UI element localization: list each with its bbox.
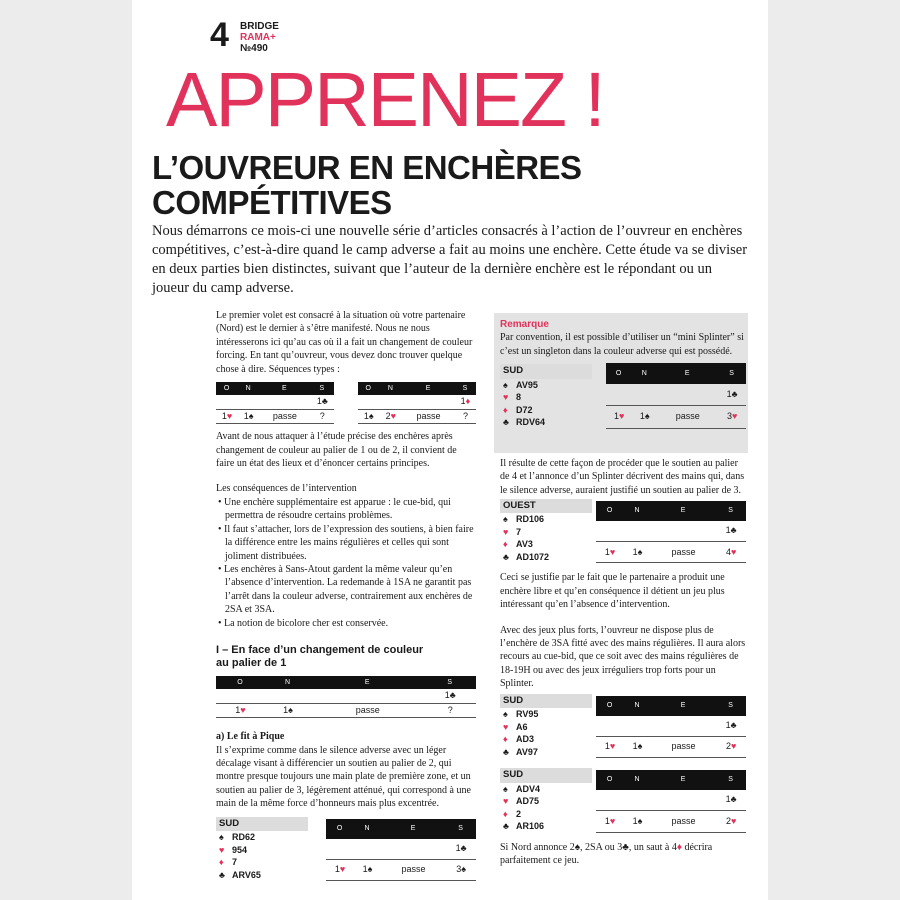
seq-header-cell: O	[606, 363, 632, 384]
diamonds-icon: ♦	[503, 539, 508, 550]
seq-header-cell: S	[424, 676, 476, 689]
diamonds-icon: ♦	[503, 734, 508, 745]
hearts-icon: ♥	[503, 721, 509, 732]
bidding-sequence-e	[606, 363, 746, 429]
bid-cell: 4♥	[716, 542, 746, 563]
bid-cell	[651, 716, 716, 737]
hearts-icon: ♥	[219, 844, 225, 855]
hearts-icon: ♥	[503, 392, 509, 403]
hearts-icon: ♥	[503, 526, 509, 537]
hand-cards: 954	[232, 844, 248, 855]
seq-header-cell: S	[718, 363, 746, 384]
bid-cell	[326, 839, 354, 860]
left-column	[216, 309, 476, 881]
example-5	[500, 768, 746, 833]
hand-label: OUEST	[500, 499, 592, 514]
subtitle-line2: COMPÉTITIVES	[152, 184, 392, 221]
bid-cell: passe	[402, 409, 455, 423]
bid-cell	[596, 521, 624, 542]
paragraph-4: Il s’exprime comme dans le silence adverse avec un léger décalage visant à différencier un soutien au palier de 2, qui montre presque toujours une main plate de première zone, et un soutien au palier de 3, légèrement atténué, qui correspond à une main de la même force d’honneurs mais plus excentrée.	[216, 744, 471, 810]
section-heading-line1: I – En face d’un changement de couleur	[216, 643, 424, 656]
bidding-sequence-f	[596, 501, 746, 564]
hand-cards: 8	[516, 392, 522, 403]
page-number: 4	[210, 16, 229, 54]
hand-suit-spades	[500, 379, 592, 392]
bid-cell: 2♥	[716, 811, 746, 832]
seq-header-cell: E	[402, 382, 455, 395]
bid-cell: 1♣	[716, 790, 746, 811]
bid-cell: 1♣	[446, 839, 476, 860]
hand-suit-spades	[500, 783, 592, 796]
bid-cell	[238, 395, 259, 409]
spades-icon: ♠	[503, 379, 508, 390]
bid-cell	[259, 395, 310, 409]
seq-header-cell: N	[624, 696, 651, 716]
bid-cell: 1♠	[358, 409, 379, 423]
seq-header-cell: N	[265, 676, 311, 689]
spades-icon: ♠	[219, 832, 224, 843]
hand-cards: AD75	[516, 796, 540, 807]
page-title: APPRENEZ !	[166, 57, 604, 143]
bid-cell	[381, 839, 446, 860]
seq-header-cell: E	[651, 501, 716, 521]
seq-header-cell: E	[651, 770, 716, 790]
hand-suit-diamonds	[500, 404, 592, 417]
list-item: • Il faut s’attacher, lors de l’expression des soutiens, à bien faire la différence entre les mains régulières et celles qui sont joliment distribuées.	[218, 523, 474, 562]
bid-cell: 1♥	[596, 811, 624, 832]
example-1	[216, 817, 476, 882]
hand-cards: A6	[516, 721, 528, 732]
clubs-icon: ♣	[503, 821, 509, 832]
bid-cell: passe	[657, 406, 718, 428]
bid-cell	[216, 395, 238, 409]
bid-cell: 1♥	[606, 406, 632, 428]
bid-cell	[651, 521, 716, 542]
seq-header-cell: S	[716, 501, 746, 521]
diamonds-icon: ♦	[219, 857, 224, 868]
bid-cell: 1♣	[718, 384, 746, 406]
seq-header-cell: O	[596, 696, 624, 716]
bid-cell: 1♣	[311, 395, 334, 409]
bid-cell: 1♠	[624, 811, 651, 832]
bid-cell: ?	[311, 409, 334, 423]
seq-header-cell: E	[657, 363, 718, 384]
bid-cell: 1♠	[265, 703, 311, 717]
spades-icon: ♠	[503, 709, 508, 720]
hand-cards: AV95	[516, 379, 538, 390]
seq-header-cell: O	[596, 770, 624, 790]
seq-header-cell: O	[216, 676, 265, 689]
hand-cards: AD3	[516, 734, 535, 745]
hand-cards: AD1072	[516, 551, 550, 562]
bid-cell	[624, 790, 651, 811]
hand-cards: RDV64	[516, 417, 546, 428]
hand-sud-5	[500, 768, 592, 833]
seq-header-cell: N	[632, 363, 657, 384]
seq-header-cell: O	[596, 501, 624, 521]
seq-header-cell: O	[326, 819, 354, 839]
bid-cell: 1♥	[216, 703, 265, 717]
bid-cell	[632, 384, 657, 406]
seq-header-cell: S	[716, 696, 746, 716]
seq-header-cell: N	[238, 382, 259, 395]
subsection-title: a) Le fit à Pique	[216, 731, 285, 743]
bid-cell: 1♥	[596, 542, 624, 563]
seq-header-cell: S	[455, 382, 476, 395]
hand-label: SUD	[500, 768, 592, 783]
bid-cell: 1♥	[326, 859, 354, 880]
hand-suit-clubs	[500, 746, 592, 759]
bid-cell: 2♥	[716, 736, 746, 757]
bid-cell: 1♠	[632, 406, 657, 428]
hand-suit-hearts	[216, 844, 308, 857]
bid-cell: 1♣	[716, 716, 746, 737]
sequence-pair	[216, 382, 476, 424]
bid-cell: passe	[311, 703, 424, 717]
bid-cell	[596, 790, 624, 811]
bid-cell: 3♠	[446, 859, 476, 880]
hand-cards: RV95	[516, 709, 539, 720]
bid-cell: passe	[651, 811, 716, 832]
hand-sud-1	[216, 817, 308, 882]
right-column	[500, 318, 746, 880]
hand-suit-hearts	[500, 526, 592, 539]
bidding-sequence-c	[216, 676, 476, 718]
hand-suit-hearts	[500, 795, 592, 808]
bid-cell	[624, 521, 651, 542]
clubs-icon: ♣	[503, 746, 509, 757]
bid-cell: passe	[259, 409, 310, 423]
hand-suit-diamonds	[500, 733, 592, 746]
seq-header-cell: N	[624, 501, 651, 521]
paragraph-2: Avant de nous attaquer à l’étude précise des enchères après changement de couleur au palier de 1 ou de 2, il convient de faire un état des lieux et d’énoncer certains principes.	[216, 431, 457, 470]
bid-cell	[358, 395, 379, 409]
example-3	[500, 499, 746, 564]
bid-cell	[216, 689, 265, 703]
hand-cards: 2	[516, 808, 522, 819]
bid-cell	[657, 384, 718, 406]
remarque-title: Remarque	[500, 319, 549, 330]
bid-cell: 1♣	[424, 689, 476, 703]
seq-header-cell: S	[311, 382, 334, 395]
paragraph-1: Le premier volet est consacré à la situation où votre partenaire (Nord) est le dernier à s’être manifesté. Nous ne nous intéresserons ici qu’au cas où il a fait un changement de couleur forcing. En tant qu’ouvreur, vous devez donc trouver quelque chose à dire. Séquences types :	[216, 310, 473, 375]
diamonds-icon: ♦	[503, 808, 508, 819]
hand-ouest	[500, 499, 592, 564]
bid-cell: passe	[651, 736, 716, 757]
bid-cell: 1♥	[596, 736, 624, 757]
bid-cell	[606, 384, 632, 406]
bid-cell: passe	[381, 859, 446, 880]
paragraph-8: Si Nord annonce 2♠, 2SA ou 3♣, un saut à 4♦ décrira parfaitement ce jeu.	[500, 841, 713, 867]
seq-header-cell: E	[259, 382, 310, 395]
section-heading-line2: au palier de 1	[216, 656, 287, 669]
bid-cell	[311, 689, 424, 703]
paragraph-7: Avec des jeux plus forts, l’ouvreur ne dispose plus de l’enchère de 3SA fitté avec des mains régulières. Il aura alors recours au cue-bid, que ce soit avec des mains régulières de 18-19H ou avec des jeux irréguliers trop forts pour un Splinter.	[500, 624, 746, 690]
list-item: • La notion de bicolore cher est conservée.	[218, 617, 389, 629]
bid-cell: 1♠	[624, 542, 651, 563]
example-4	[500, 694, 746, 759]
clubs-icon: ♣	[219, 869, 225, 880]
bid-cell: 1♠	[624, 736, 651, 757]
seq-header-cell: N	[379, 382, 402, 395]
spades-icon: ♠	[503, 514, 508, 525]
hand-suit-diamonds	[216, 856, 308, 869]
bid-cell: 1♦	[455, 395, 476, 409]
clubs-icon: ♣	[503, 551, 509, 562]
seq-header-cell: E	[311, 676, 424, 689]
bid-cell: passe	[651, 542, 716, 563]
hand-sud-2	[500, 364, 592, 429]
bidding-sequence-h	[596, 770, 746, 833]
bid-cell	[265, 689, 311, 703]
hand-suit-clubs	[500, 416, 592, 429]
bid-cell	[596, 716, 624, 737]
hand-cards: ARV65	[232, 869, 261, 880]
section-heading	[216, 644, 476, 670]
bidding-sequence-b	[358, 382, 476, 424]
hand-label: SUD	[500, 694, 592, 709]
diamonds-icon: ♦	[503, 404, 508, 415]
bidding-sequence-g	[596, 696, 746, 759]
paragraph-5: Il résulte de cette façon de procéder que le soutien au palier de 4 et l’annonce d’un Splinter décrivent des mains qui, dans le silence adverse, auraient justifié un soutien au palier de 3.	[500, 457, 745, 496]
hand-cards: 7	[232, 857, 238, 868]
example-2	[500, 364, 746, 429]
hand-label: SUD	[500, 364, 592, 379]
hand-suit-hearts	[500, 721, 592, 734]
hand-suit-diamonds	[500, 808, 592, 821]
hand-cards: D72	[516, 404, 533, 415]
hearts-icon: ♥	[503, 796, 509, 807]
bid-cell: 1♣	[716, 521, 746, 542]
hand-label: SUD	[216, 817, 308, 832]
consequences-list	[216, 496, 476, 630]
hand-suit-clubs	[500, 551, 592, 564]
bid-cell	[402, 395, 455, 409]
hand-cards: AR106	[516, 821, 545, 832]
bid-cell: 1♠	[238, 409, 259, 423]
seq-header-cell: O	[216, 382, 238, 395]
article-subtitle	[152, 150, 582, 220]
hand-suit-diamonds	[500, 538, 592, 551]
seq-header-cell: N	[624, 770, 651, 790]
seq-header-cell: E	[381, 819, 446, 839]
bid-cell	[379, 395, 402, 409]
hand-cards: AV97	[516, 746, 538, 757]
bid-cell	[624, 716, 651, 737]
remarque-text: Par convention, il est possible d’utiliser un “mini Splinter” si c’est un singleton dans la couleur adverse qui est possédé.	[500, 332, 744, 357]
bid-cell: 3♥	[718, 406, 746, 428]
hand-suit-hearts	[500, 391, 592, 404]
bid-cell: 1♥	[216, 409, 238, 423]
seq-header-cell: S	[716, 770, 746, 790]
brand-line1: BRIDGE	[240, 21, 279, 32]
hand-cards: RD106	[516, 514, 545, 525]
seq-header-cell: N	[354, 819, 381, 839]
brand-line2: RAMA+	[240, 32, 276, 43]
hand-sud-4	[500, 694, 592, 759]
subtitle-line1: L’OUVREUR EN ENCHÈRES	[152, 149, 582, 186]
seq-header-cell: E	[651, 696, 716, 716]
list-item: • Une enchère supplémentaire est apparue : le cue-bid, qui permettra de résoudre certains problèmes.	[218, 496, 451, 522]
hand-cards: RD62	[232, 832, 256, 843]
spades-icon: ♠	[503, 783, 508, 794]
bid-cell: 1♠	[354, 859, 381, 880]
magazine-page	[132, 0, 768, 900]
brand-logo	[240, 21, 279, 54]
clubs-icon: ♣	[503, 417, 509, 428]
bid-cell	[354, 839, 381, 860]
hand-suit-clubs	[500, 820, 592, 833]
bid-cell: ?	[424, 703, 476, 717]
bidding-sequence-a	[216, 382, 334, 424]
hand-suit-spades	[216, 831, 308, 844]
bid-cell: ?	[455, 409, 476, 423]
hand-suit-spades	[500, 708, 592, 721]
intro-paragraph: Nous démarrons ce mois-ci une nouvelle série d’articles consacrés à l’action de l’ouvreur en enchères compétitives, c’est-à-dire quand le camp adverse a fait au moins une enchère. Cette étude va se diviser en deux parties bien distinctes, suivant que l’auteur de la dernière enchère est le répondant ou un joueur du camp adverse.	[152, 223, 748, 296]
hand-cards: AV3	[516, 539, 533, 550]
hand-suit-spades	[500, 513, 592, 526]
hand-cards: 7	[516, 526, 522, 537]
list-item: • Les enchères à Sans-Atout gardent la même valeur qu’en l’absence d’intervention. La redemande à 1SA ne garantit pas l’arrêt dans la couleur adverse, contrairement aux enchères de 2SA et 3SA.	[218, 563, 473, 616]
hand-cards: ADV4	[516, 783, 541, 794]
seq-header-cell: S	[446, 819, 476, 839]
bid-cell	[651, 790, 716, 811]
paragraph-6: Ceci se justifie par le fait que le partenaire a produit une enchère libre et qu’en conséquence il détient un jeu plus intéressant qu’en l’absence d’intervention.	[500, 572, 725, 611]
bid-cell: 2♥	[379, 409, 402, 423]
seq-header-cell: O	[358, 382, 379, 395]
issue-number: №490	[240, 43, 268, 54]
bidding-sequence-d	[326, 819, 476, 882]
hand-suit-clubs	[216, 869, 308, 882]
consequences-title: Les conséquences de l’intervention	[216, 483, 357, 495]
